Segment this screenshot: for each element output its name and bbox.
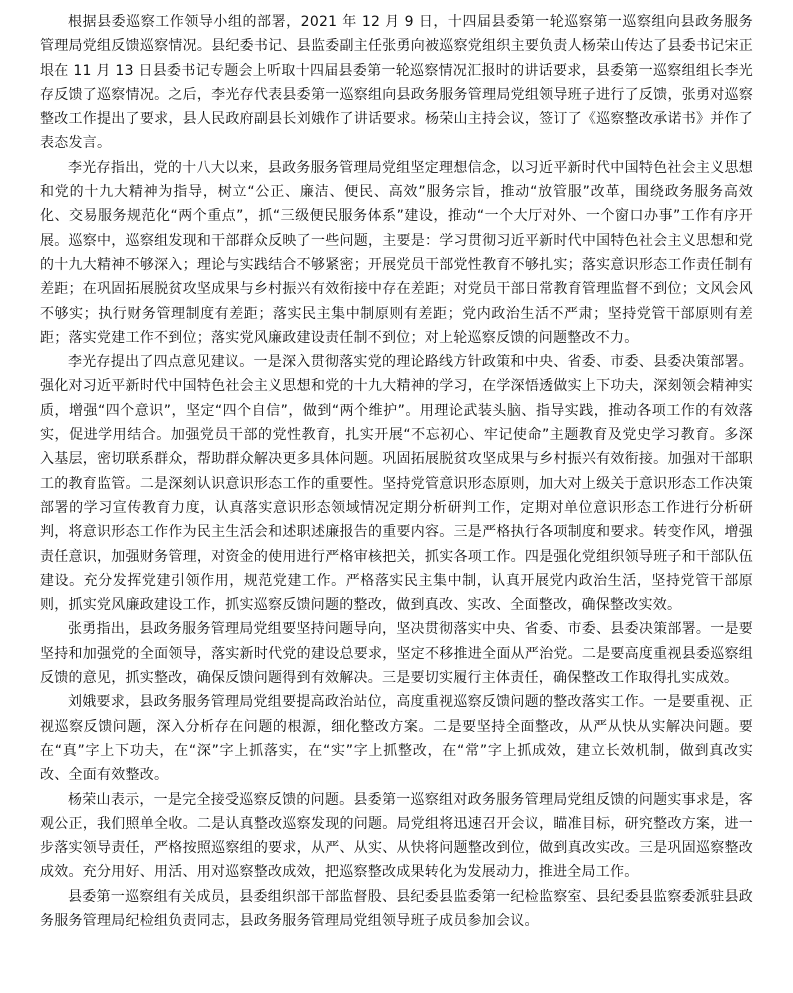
paragraph-attendees: 县委第一巡察组有关成员，县委组织部干部监督股、县纪委县监委第一纪检监察室、县纪委县监察委派驻县政务服务管理局纪检组负责同志，县政务服务管理局党组领导班子成员参加会议。 — [40, 888, 753, 929]
paragraph-meeting-overview: 根据县委巡察工作领导小组的部署，2021 年 12 月 9 日，十四届县委第一轮巡察第一巡察组向县政务服务管理局党组反馈巡察情况。县纪委书记、县监委副主任张勇向被巡察党组织主要负责人杨荣山传达了县委书记宋正垠在 11 月 13 日县委书记专题会上听取十四届县委第一轮巡察情况汇报时的讲话要求，县委第一巡察组组长李光存反馈了巡察情况。之后，李光存代表县委第一巡察组向县政务服务管理局党组领导班子进行了反馈，张勇对巡察整改工作提出了要求，县人民政府副县长刘娥作了讲话要求。杨荣山主持会议，签订了《巡察整改承诺书》并作了表态发言。 — [40, 14, 753, 152]
paragraph-four-suggestions: 李光存提出了四点意见建议。一是深入贯彻落实党的理论路线方针政策和中央、省委、市委、县委决策部署。强化对习近平新时代中国特色社会主义思想和党的十九大精神的学习，在学深悟透做实上下功夫，深刻领会精神实质，增强“四个意识”，坚定“四个自信”，做到“两个维护”。用理论武装头脑、指导实践，推动各项工作的有效落实，促进学用结合。加强党员干部的党性教育，扎实开展“不忘初心、牢记使命”主题教育及党史学习教育。多深入基层，密切联系群众，帮助群众解决更多具体问题。巩固拓展脱贫攻坚成果与乡村振兴有效衔接。加强对干部职工的教育监管。二是深刻认识意识形态工作的重要性。坚持党管意识形态原则，加大对上级关于意识形态工作决策部署的学习宣传教育力度，认真落实意识形态领域情况定期分析研判工作，定期对单位意识形态工作进行分析研判，将意识形态工作作为民主生活会和述职述廉报告的重要内容。三是严格执行各项制度和要求。转变作风，增强责任意识，加强财务管理，对资金的使用进行严格审核把关，抓实各项工作。四是强化党组织领导班子和干部队伍建设。充分发挥党建引领作用，规范党建工作。严格落实民主集中制，认真开展党内政治生活，坚持党管干部原则，抓实党风廉政建设工作，抓实巡察反馈问题的整改，做到真改、实改、全面整改，确保整改实效。 — [40, 354, 753, 614]
document-body — [40, 10, 753, 933]
paragraph-liue-requirements: 刘娥要求，县政务服务管理局党组要提高政治站位，高度重视巡察反馈问题的整改落实工作。一是要重视、正视巡察反馈问题，深入分析存在问题的根源，细化整改方案。二是要坚持全面整改，从严从快从实解决问题。要在“真”字上下功夫，在“深”字上抓落实，在“实”字上抓整改，在“常”字上抓成效，建立长效机制，做到真改实改、全面有效整改。 — [40, 694, 753, 784]
paragraph-yangrongshan-statement: 杨荣山表示，一是完全接受巡察反馈的问题。县委第一巡察组对政务服务管理局党组反馈的问题实事求是，客观公正，我们照单全收。二是认真整改巡察发现的问题。局党组将迅速召开会议，瞄准目标，研究整改方案，进一步落实领导责任，严格按照巡察组的要求，从严、从实、从快将问题整改到位，做到真改实改。三是巩固巡察整改成效。充分用好、用活、用对巡察整改成效，把巡察整改成果转化为发展动力，推进全局工作。 — [40, 791, 753, 881]
paragraph-inspection-findings: 李光存指出，党的十八大以来，县政务服务管理局党组坚定理想信念，以习近平新时代中国特色社会主义思想和党的十九大精神为指导，树立“公正、廉洁、便民、高效”服务宗旨，推动“放管服”改革，围绕政务服务高效化、交易服务规范化“两个重点”，抓“三级便民服务体系”建设，推动“一个大厅对外、一个窗口办事”工作有序开展。巡察中，巡察组发现和干部群众反映了一些问题，主要是：学习贯彻习近平新时代中国特色社会主义思想和党的十九大精神不够深入；理论与实践结合不够紧密；开展党员干部党性教育不够扎实；落实意识形态工作责任制有差距；在巩固拓展脱贫攻坚成果与乡村振兴有效衔接中存在差距；对党员干部日常教育管理监督不到位；文风会风不够实；执行财务管理制度有差距；落实民主集中制原则有差距；党内政治生活不严肃；坚持党管干部原则有差距；落实党建工作不到位；落实党风廉政建设责任制不到位；对上轮巡察反馈的问题整改不力。 — [40, 159, 753, 346]
paragraph-zhangyong-remarks: 张勇指出，县政务服务管理局党组要坚持问题导向，坚决贯彻落实中央、省委、市委、县委决策部署。一是要坚持和加强党的全面领导，落实新时代党的建设总要求，坚定不移推进全面从严治党。二是要高度重视县委巡察组反馈的意见，抓实整改，确保反馈问题得到有效解决。三是要切实履行主体责任，确保整改工作取得扎实成效。 — [40, 621, 753, 687]
